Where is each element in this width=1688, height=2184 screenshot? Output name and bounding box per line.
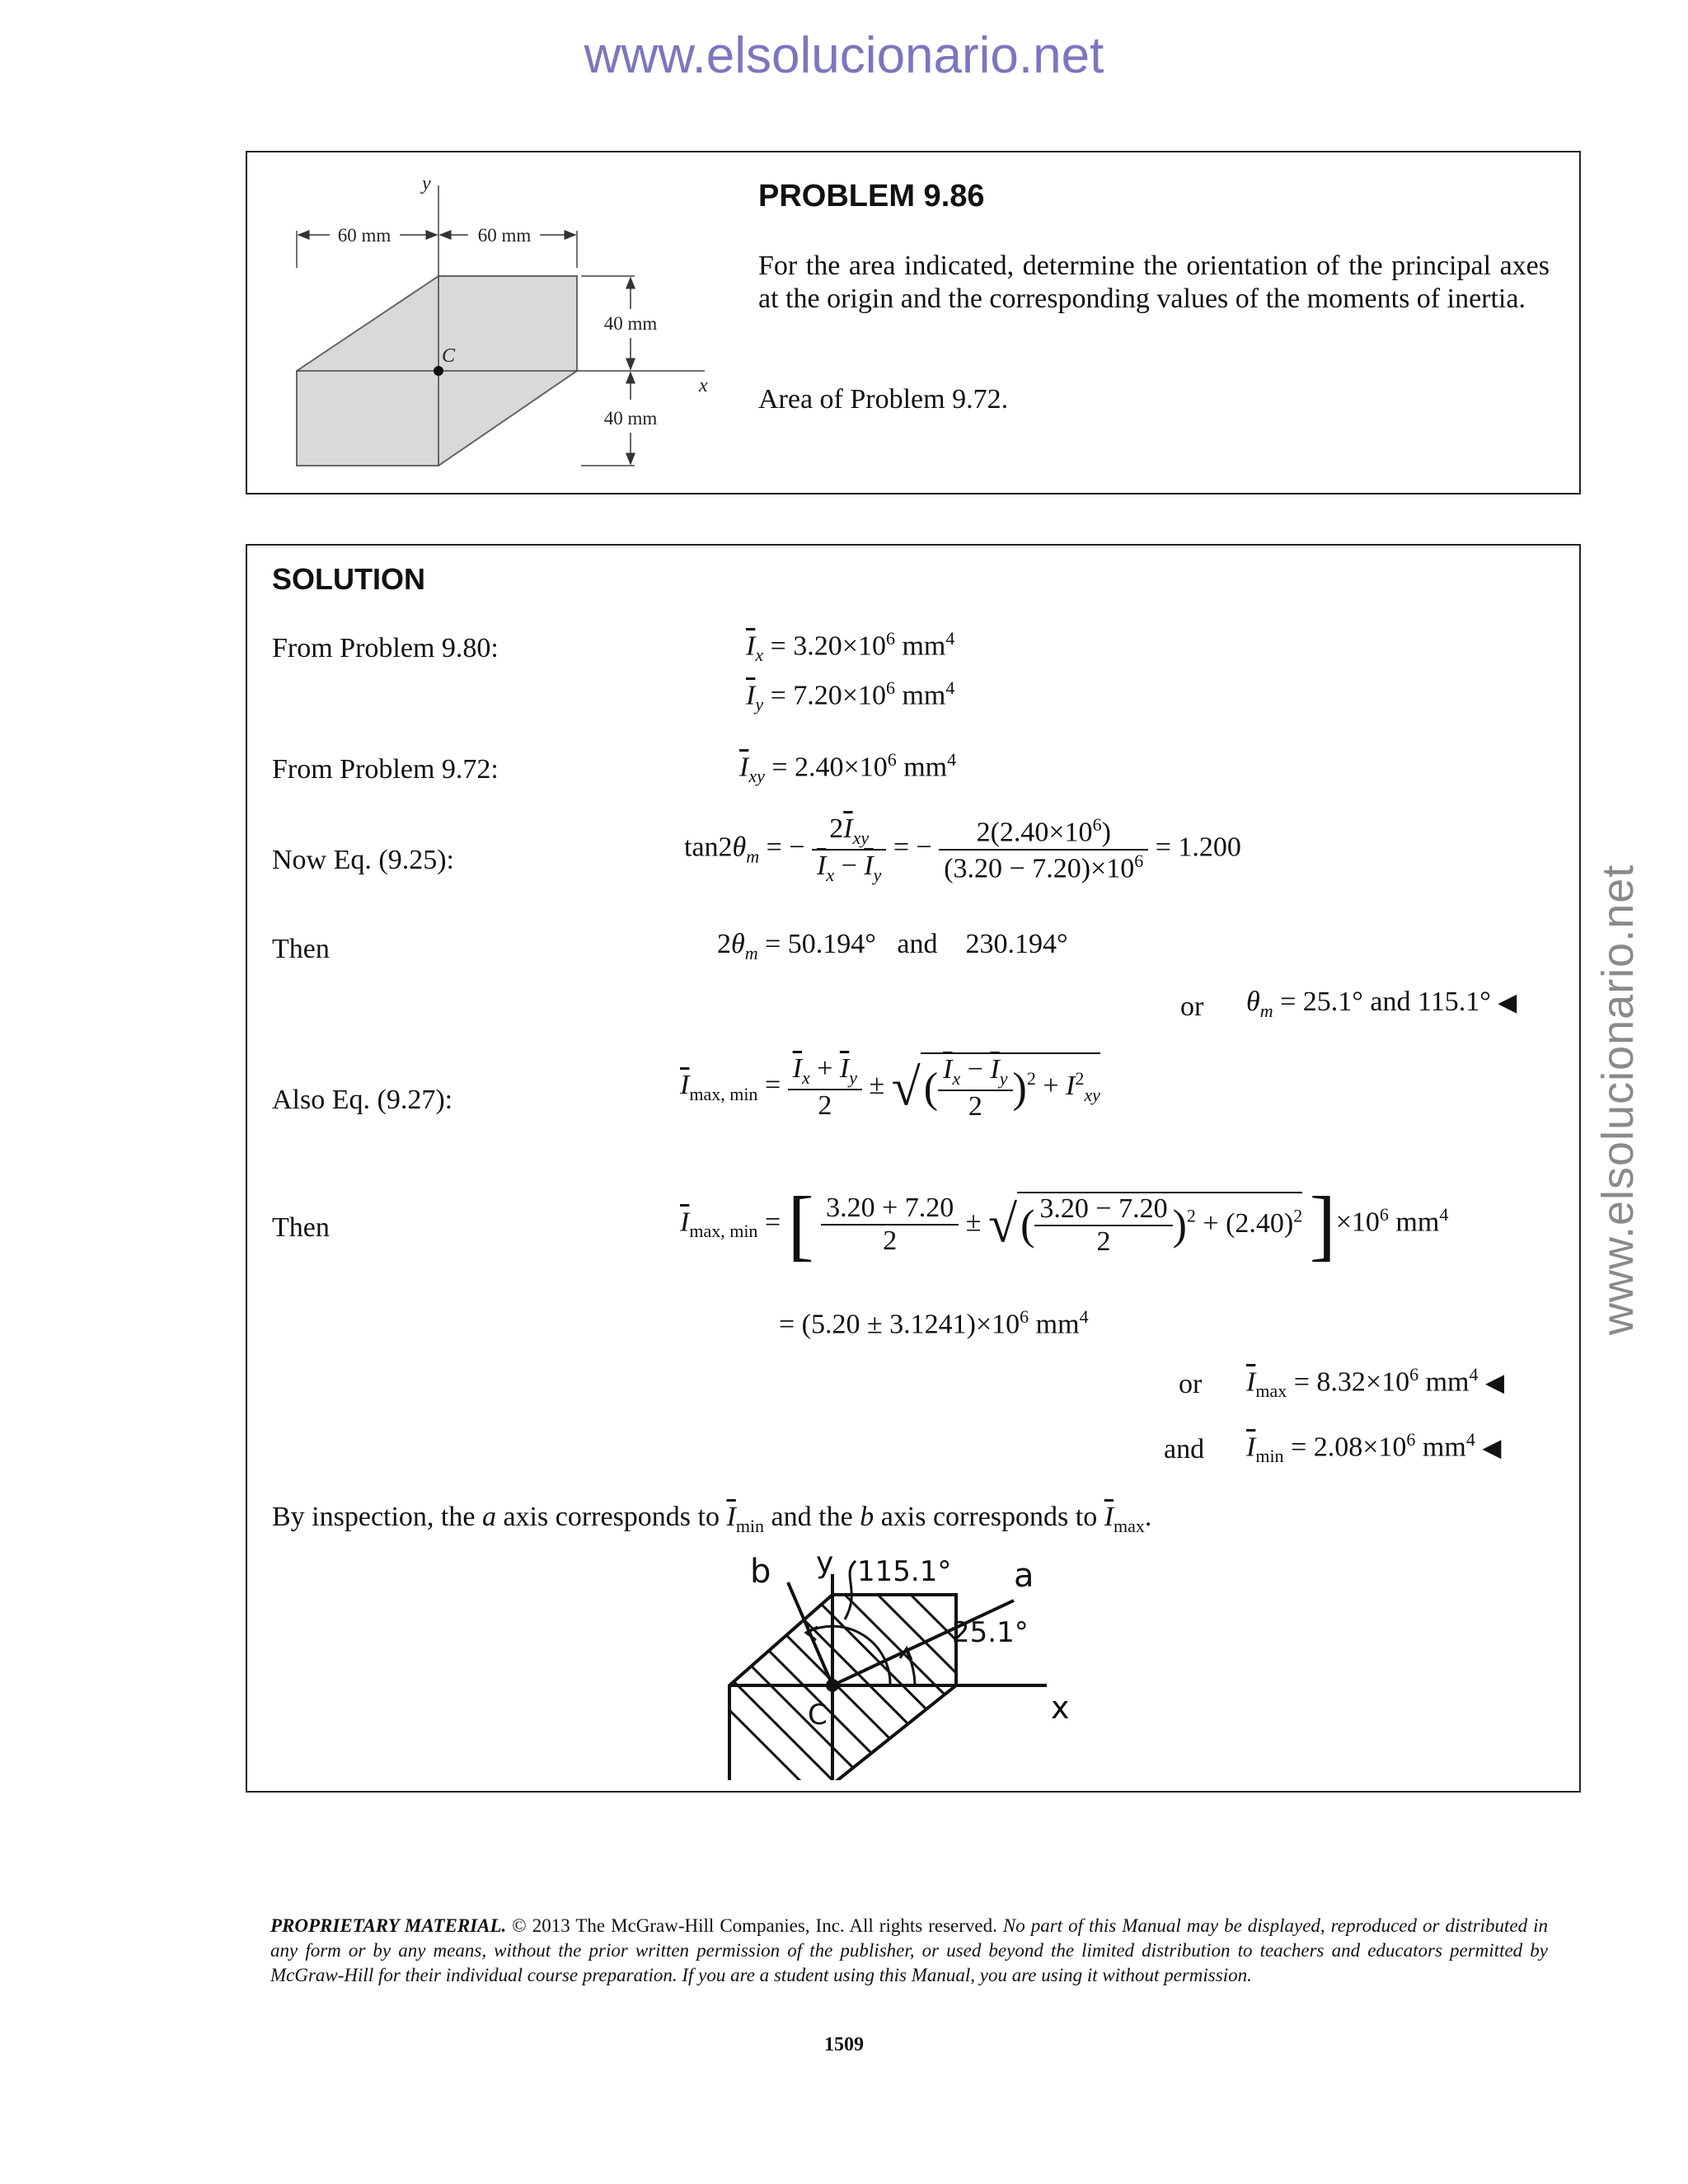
label-then-1: Then [272, 934, 330, 964]
two-theta-and: and [897, 929, 938, 959]
sketch-label-b: b [750, 1553, 771, 1591]
imin-value: = 2.08×10 [1291, 1432, 1407, 1463]
principal-axes-sketch [717, 1549, 1146, 1780]
sketch-shape [729, 1595, 956, 1780]
imaxmin-diff: 3.20 − 7.20 [1034, 1193, 1172, 1226]
tan-result: = 1.200 [1155, 832, 1241, 863]
ix-value: = 3.20×10 [770, 630, 886, 662]
dim-left-label: 60 mm [337, 225, 392, 246]
eq-iy: $\overline{I}_y = 7.20\times 10^6$ $mm^4$ [746, 677, 955, 715]
footer-bold: PROPRIETARY MATERIAL. [270, 1915, 507, 1936]
imax-value: = 8.32×10 [1293, 1366, 1410, 1398]
problem-title: PROBLEM 9.86 [758, 179, 985, 213]
label-or-1: or [1180, 991, 1204, 1022]
iy-value: = 7.20×10 [770, 680, 886, 711]
centroid-label: C [442, 345, 456, 367]
page-number: 1509 [824, 2034, 864, 2055]
label-or-2: or [1179, 1369, 1203, 1399]
label-from-980: From Problem 9.80: [272, 633, 499, 663]
solution-box [246, 544, 1581, 1793]
sketch-label-y: y [816, 1549, 834, 1580]
sketch-label-a: a [1014, 1557, 1034, 1595]
problem-figure [247, 152, 742, 490]
watermark-top: www.elsolucionario.net [584, 27, 1104, 84]
label-also-927: Also Eq. (9.27): [272, 1085, 453, 1115]
ixy-value: = 2.40×10 [771, 752, 888, 783]
ix-unit: mm [902, 630, 946, 662]
sketch-label-c: C [808, 1699, 828, 1732]
two-theta-value-2: 230.194° [965, 929, 1068, 959]
label-and-1: and [1164, 1434, 1205, 1465]
dim-right-label: 60 mm [477, 225, 532, 246]
ixy-squared: + (2.40) [1203, 1207, 1294, 1239]
label-from-972: From Problem 9.72: [272, 754, 499, 785]
imaxmin-result: = (5.20 ± 3.1241)×10 [779, 1309, 1020, 1340]
sketch-label-angle-a: 25.1° [952, 1616, 1029, 1649]
eq-imaxmin-symbolic: $\overline{I}_{max, min}$ = $\frac{\overline{I}_x + \overline{I}_y}{2}$ ± √( $\frac{\overline{I}_x - \overline{I}_y}{2}$ )$^2 + I^2_{xy}$ [680, 1053, 1100, 1122]
label-then-2: Then [272, 1212, 330, 1243]
inspection-sentence: By inspection, the a axis corresponds to $\overline{I}_{min}$ and the b axis corresponds to $\overline{I}_{max}$. [272, 1502, 1152, 1536]
iy-unit: mm [902, 680, 946, 711]
footer-notice-text: No part of this Manual may be displayed, reproduced or distributed in any form or by any means, without the prior written permission of the publisher, or used beyond the limited distribution to teachers and educators permitted by McGraw-Hill for their individual course preparation. If you are a student using this Manual, you are using it without permission. [270, 1915, 1549, 1985]
answer-marker-2: ◀ [1484, 1369, 1505, 1397]
footer-copyright: © 2013 The McGraw-Hill Companies, Inc. All rights reserved. [512, 1915, 997, 1936]
tan-den: (3.20 − 7.20)×10 [944, 853, 1135, 884]
two-theta-value: = 50.194° [765, 929, 876, 959]
answer-marker-3: ◀ [1482, 1434, 1502, 1462]
eq-imaxmin-result: = $(5.20 \pm 3.1241)\times 10^6$ $mm^4$ [779, 1306, 1089, 1340]
problem-statement: For the area indicated, determine the orientation of the principal axes at the origin and the corresponding values of the moments of inertia. [758, 251, 1550, 314]
eq-ix: $\overline{I}_x = 3.20\times 10^6$ $mm^4$ [746, 628, 955, 666]
eq-ixy: $\overline{I}_{xy} = 2.40\times 10^6$ $mm^4$ [739, 749, 957, 787]
theta-m-value: = 25.1° and 115.1° [1280, 987, 1491, 1017]
centroid-dot [434, 366, 443, 376]
problem-box [246, 151, 1581, 494]
eq-tan: $\tan 2\theta_m$ = − $\frac{2\overline{I}_{xy}}{\overline{I}_x - \overline{I}_y}$ = − $\frac{2(2.40\times 10^6)}{(3.20 - 7.20)\times 10^6}$ = 1.200 [684, 813, 1241, 885]
sketch-centroid [826, 1679, 839, 1692]
eq-imax: $\overline{I}_{max} = 8.32\times 10^6$ $mm^4$ ◀ [1246, 1364, 1505, 1402]
eq-imin: $\overline{I}_{min} = 2.08\times 10^6$ $mm^4$ ◀ [1246, 1429, 1502, 1467]
eq-imaxmin-numeric: $\overline{I}_{max, min}$ = [ $\frac{3.20 + 7.20}{2}$ ± √( $\frac{3.20 - 7.20}{2}$ )$^2 + (2.40)^2$ ]$\times 10^6$ $mm^4$ [680, 1180, 1449, 1268]
axis-a: a [481, 1502, 496, 1532]
frac-tan-symbolic: $\frac{2\overline{I}_{xy}}{\overline{I}_x - \overline{I}_y}$ [812, 813, 886, 886]
axis-x-label: x [699, 375, 708, 396]
problem-reference: Area of Problem 9.72. [758, 384, 1009, 415]
answer-marker-1: ◀ [1498, 989, 1517, 1016]
axis-b: b [860, 1502, 874, 1532]
solution-heading: SOLUTION [272, 562, 425, 596]
frac-tan-numeric: $\frac{2(2.40\times 10^6)}{(3.20 - 7.20)\times 10^6}$ [939, 814, 1148, 884]
tan-num: 2(2.40×10 [976, 817, 1093, 848]
eq-two-theta: $2\theta_m = 50.194^\circ$ and 230.194° [717, 929, 1068, 963]
sketch-b-axis [788, 1582, 832, 1685]
dim-lower-label: 40 mm [603, 408, 658, 429]
axis-y-label: y [422, 173, 431, 194]
footer-notice [270, 1914, 1548, 1988]
imaxmin-sum: 3.20 + 7.20 [821, 1193, 959, 1226]
sketch-label-angle-b: 115.1° [857, 1555, 952, 1588]
ixy-unit: mm [903, 752, 948, 783]
label-now-925: Now Eq. (9.25): [272, 845, 454, 875]
dim-upper-label: 40 mm [603, 313, 658, 334]
eq-theta-m: $\theta_m = 25.1^\circ$ and 115.1° ◀ [1246, 987, 1517, 1021]
sketch-label-x: x [1051, 1690, 1070, 1726]
watermark-side-text: www.elsolucionario.net [1593, 864, 1643, 1335]
